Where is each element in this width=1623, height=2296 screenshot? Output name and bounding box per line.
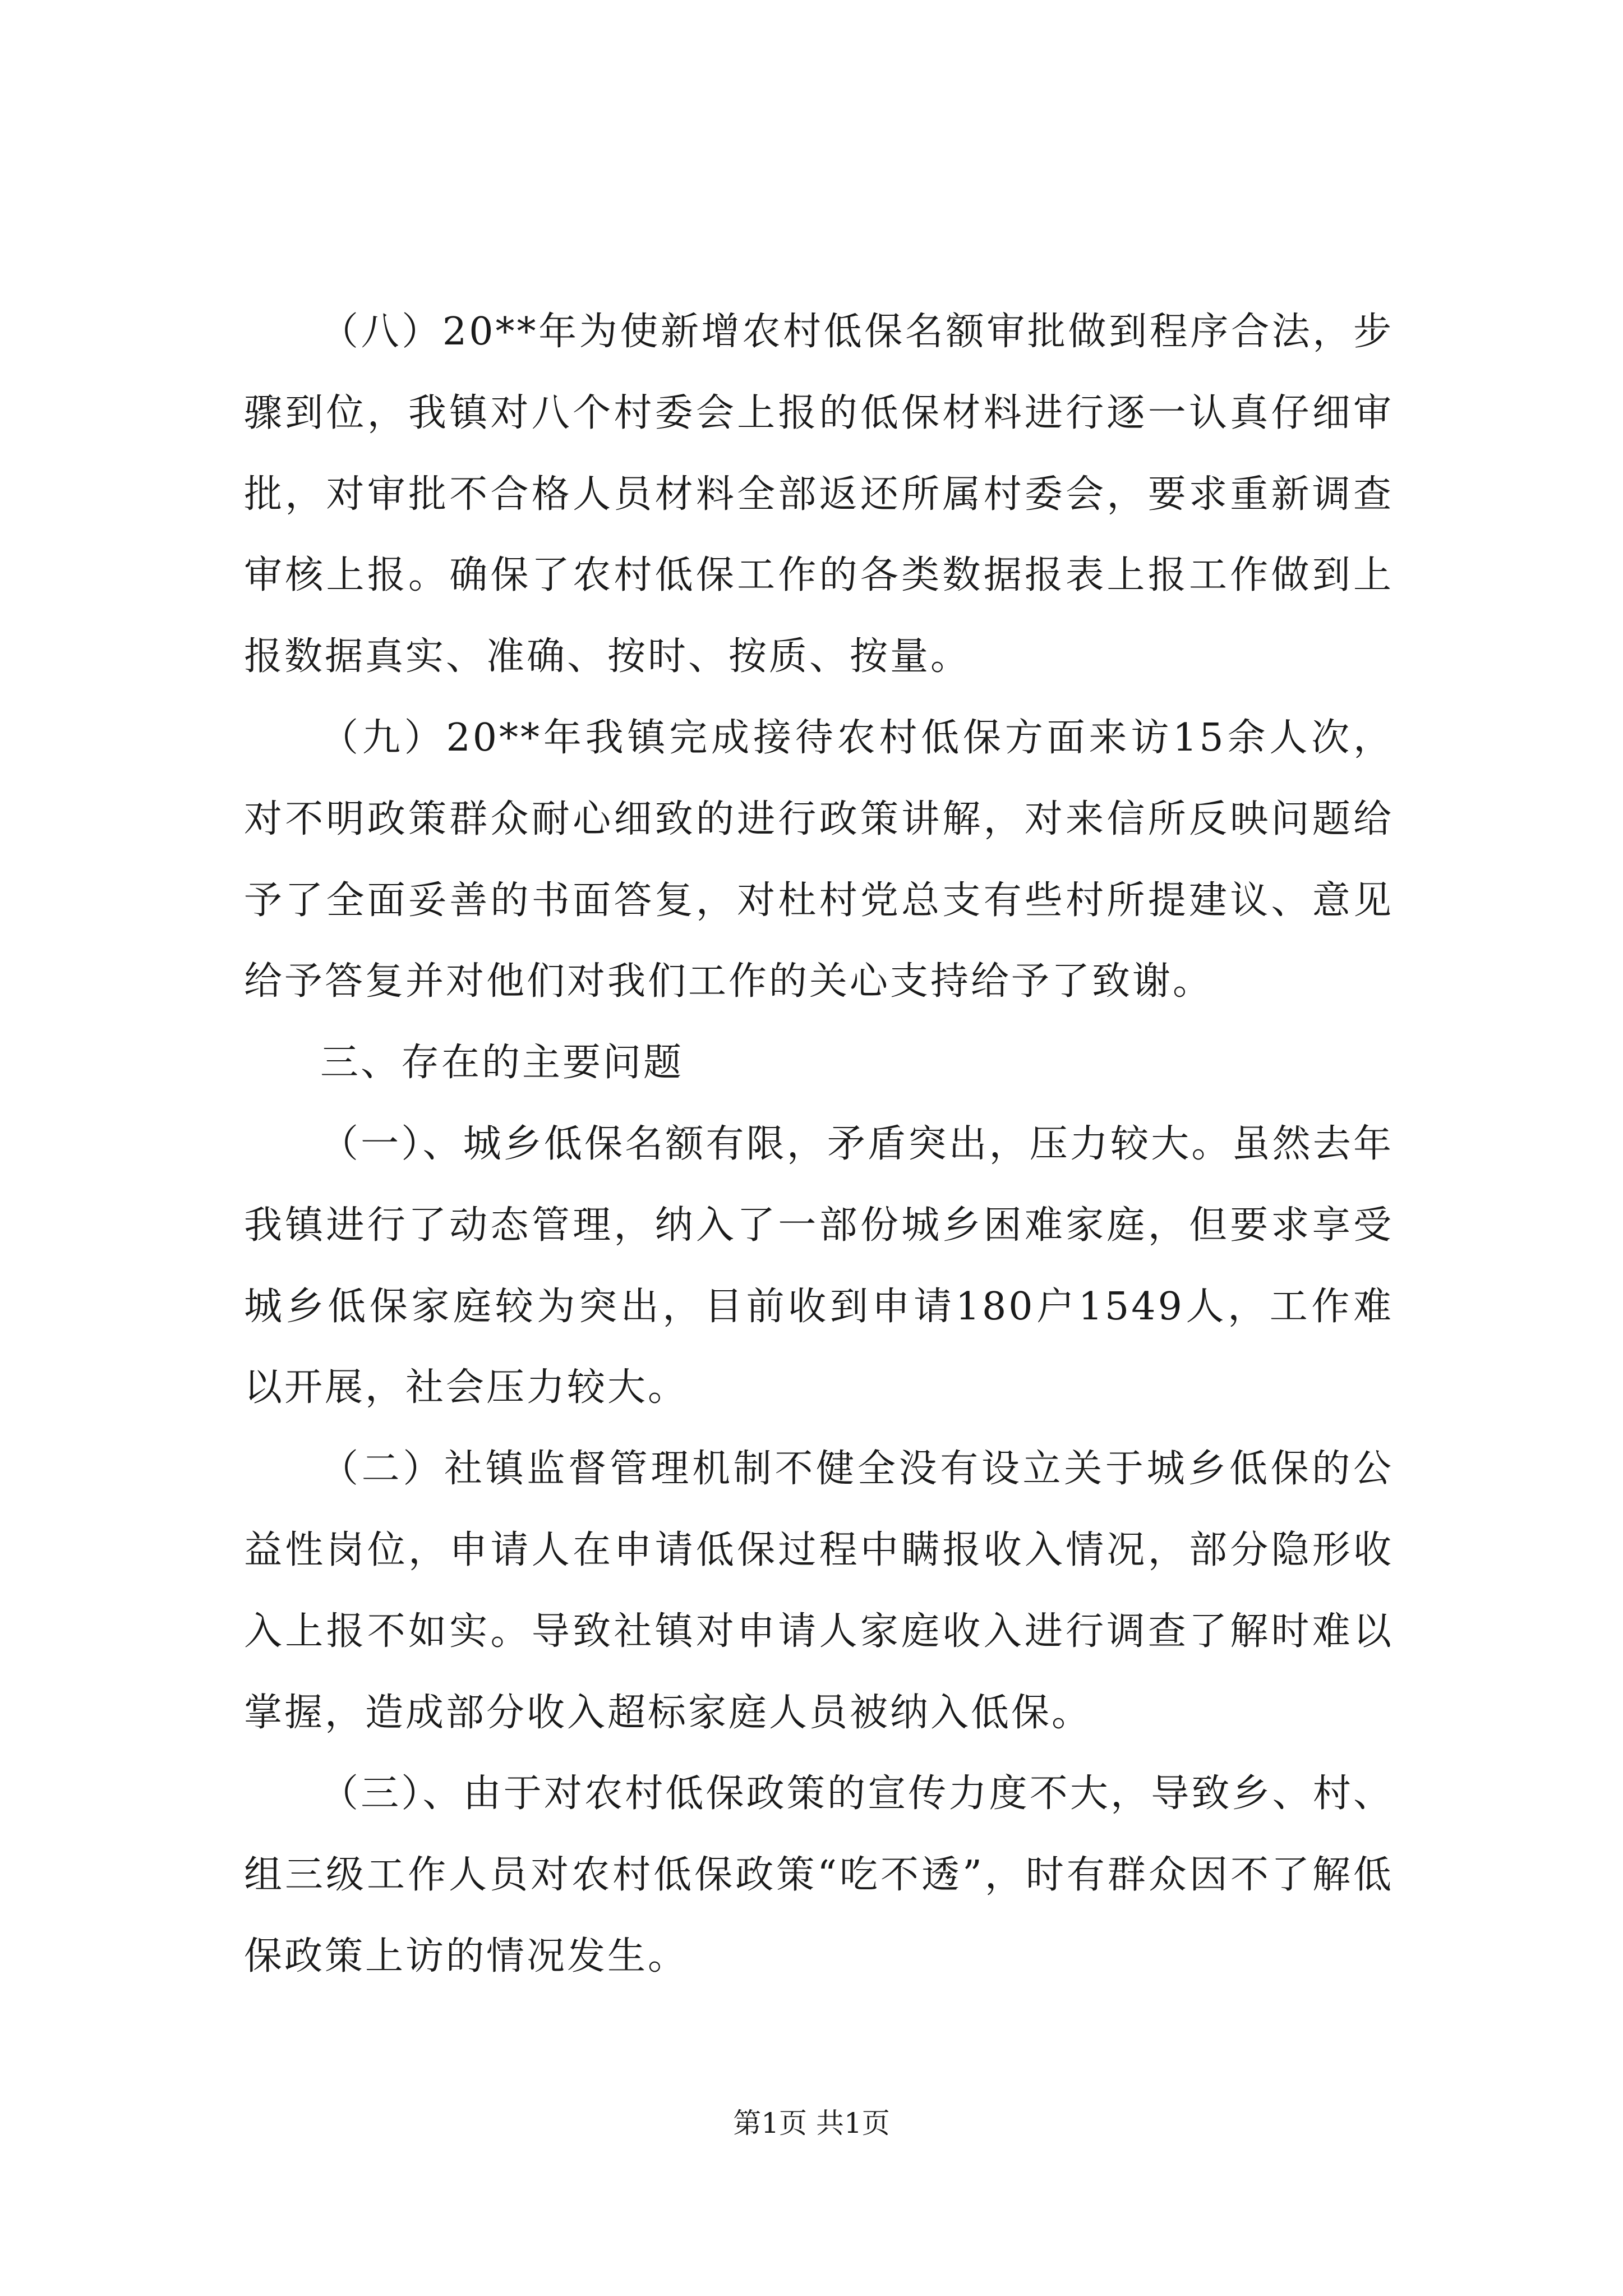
section-heading-problems: 三、存在的主要问题 [320, 1041, 684, 1085]
document-body [244, 292, 1394, 1998]
paragraph-problem-2: （二）社镇监督管理机制不健全没有设立关于城乡低保的公益性岗位，申请人在申请低保过程中瞒报收入情况，部分隐形收入上报不如实。导致社镇对申请人家庭收入进行调查了解时难以掌握，造成部分收入超标家庭人员被纳入低保。 [244, 1447, 1394, 1735]
paragraph-problem-1: （一）、城乡低保名额有限，矛盾突出，压力较大。虽然去年我镇进行了动态管理，纳入了一部份城乡困难家庭，但要求享受城乡低保家庭较为突出，目前收到申请180户1549人，工作难以开展，社会压力较大。 [244, 1121, 1394, 1410]
paragraph-problem-3: （三）、由于对农村低保政策的宣传力度不大，导致乡、村、组三级工作人员对农村低保政策“吃不透”，时有群众因不了解低保政策上访的情况发生。 [244, 1772, 1394, 1978]
paragraph-9: （九）20**年我镇完成接待农村低保方面来访15余人次，对不明政策群众耐心细致的进行政策讲解，对来信所反映问题给予了全面妥善的书面答复，对杜村党总支有些村所提建议、意见给予答复并对他们对我们工作的关心支持给予了致谢。 [244, 715, 1394, 1004]
paragraph-8: （八）20**年为使新增农村低保名额审批做到程序合法，步骤到位，我镇对八个村委会上报的低保材料进行逐一认真仔细审批，对审批不合格人员材料全部返还所属村委会，要求重新调查审核上报。确保了农村低保工作的各类数据报表上报工作做到上报数据真实、准确、按时、按质、按量。 [244, 310, 1394, 679]
page-footer: 第1页 共1页 [733, 2107, 890, 2139]
